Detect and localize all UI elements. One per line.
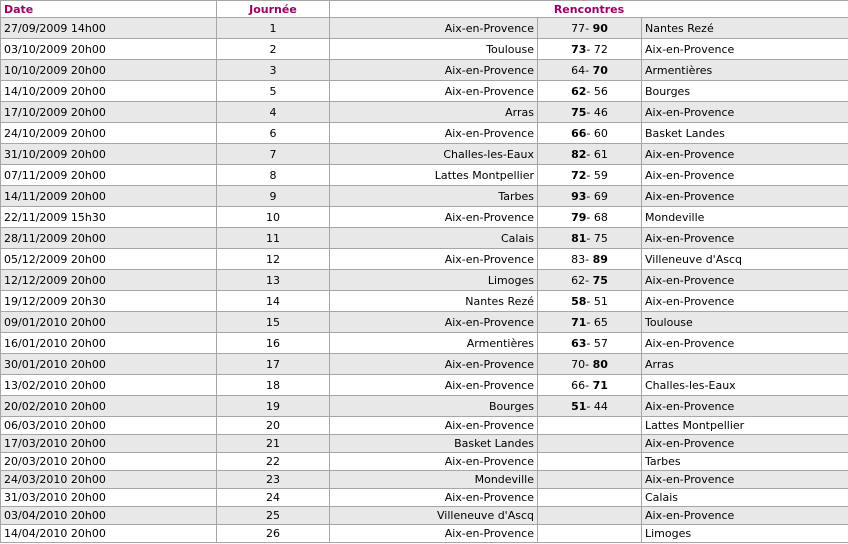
match-journee: 25 (217, 507, 330, 525)
match-journee: 8 (217, 165, 330, 186)
home-score: 62 (571, 84, 587, 98)
match-score: 81- 75 (538, 228, 642, 249)
away-team: Mondeville (642, 207, 848, 228)
away-score: 44 (593, 399, 608, 413)
away-score: 56 (593, 84, 608, 98)
match-score (538, 507, 642, 525)
match-journee: 17 (217, 354, 330, 375)
match-date: 24/03/2010 20h00 (1, 471, 217, 489)
home-score: 66 (571, 126, 587, 140)
away-score: 57 (593, 336, 608, 350)
match-date: 05/12/2009 20h00 (1, 249, 217, 270)
away-score: 71 (592, 378, 608, 392)
away-team: Nantes Rezé (642, 18, 848, 39)
match-journee: 15 (217, 312, 330, 333)
table-row (1, 507, 848, 525)
match-date: 13/02/2010 20h00 (1, 375, 217, 396)
table-row (1, 396, 848, 417)
match-journee: 22 (217, 453, 330, 471)
match-journee: 24 (217, 489, 330, 507)
home-score: 77 (571, 21, 586, 35)
match-date: 06/03/2010 20h00 (1, 417, 217, 435)
away-team: Challes-les-Eaux (642, 375, 848, 396)
home-score: 82 (571, 147, 587, 161)
away-team: Aix-en-Provence (642, 471, 848, 489)
match-score (538, 417, 642, 435)
match-date: 07/11/2009 20h00 (1, 165, 217, 186)
table-row (1, 312, 848, 333)
home-score: 81 (571, 231, 587, 245)
match-date: 30/01/2010 20h00 (1, 354, 217, 375)
home-team: Aix-en-Provence (330, 60, 538, 81)
home-score: 70 (571, 357, 586, 371)
home-score: 79 (571, 210, 587, 224)
away-score: 60 (593, 126, 608, 140)
away-score: 75 (593, 231, 608, 245)
table-row (1, 333, 848, 354)
match-score: 71- 65 (538, 312, 642, 333)
home-team: Aix-en-Provence (330, 354, 538, 375)
home-team: Mondeville (330, 471, 538, 489)
match-score (538, 435, 642, 453)
home-score: 73 (571, 42, 587, 56)
match-date: 09/01/2010 20h00 (1, 312, 217, 333)
away-team: Arras (642, 354, 848, 375)
away-score: 89 (592, 252, 608, 266)
home-score: 58 (571, 294, 587, 308)
match-journee: 9 (217, 186, 330, 207)
away-score: 72 (593, 42, 608, 56)
home-team: Aix-en-Provence (330, 375, 538, 396)
away-team: Toulouse (642, 312, 848, 333)
match-date: 12/12/2009 20h00 (1, 270, 217, 291)
table-row (1, 123, 848, 144)
match-score: 63- 57 (538, 333, 642, 354)
away-team: Armentières (642, 60, 848, 81)
match-score: 58- 51 (538, 291, 642, 312)
home-team: Aix-en-Provence (330, 489, 538, 507)
match-score: 51- 44 (538, 396, 642, 417)
away-score: 69 (593, 189, 608, 203)
home-score: 51 (571, 399, 587, 413)
match-score: 62- 75 (538, 270, 642, 291)
away-score: 75 (592, 273, 608, 287)
away-score: 70 (592, 63, 608, 77)
away-team: Aix-en-Provence (642, 291, 848, 312)
away-team: Bourges (642, 81, 848, 102)
match-journee: 26 (217, 525, 330, 543)
match-score: 72- 59 (538, 165, 642, 186)
table-row (1, 375, 848, 396)
match-score: 66- 60 (538, 123, 642, 144)
table-row (1, 435, 848, 453)
away-team: Aix-en-Provence (642, 270, 848, 291)
away-team: Limoges (642, 525, 848, 543)
match-score: 93- 69 (538, 186, 642, 207)
header-date: Date (1, 1, 217, 18)
match-journee: 2 (217, 39, 330, 60)
match-score: 77- 90 (538, 18, 642, 39)
away-team: Aix-en-Provence (642, 102, 848, 123)
home-score: 75 (571, 105, 587, 119)
match-score (538, 453, 642, 471)
match-journee: 14 (217, 291, 330, 312)
home-team: Aix-en-Provence (330, 312, 538, 333)
match-journee: 18 (217, 375, 330, 396)
home-team: Basket Landes (330, 435, 538, 453)
header-rencontres: Rencontres (330, 1, 848, 18)
table-row (1, 228, 848, 249)
home-team: Tarbes (330, 186, 538, 207)
table-row (1, 354, 848, 375)
home-team: Aix-en-Provence (330, 123, 538, 144)
away-team: Basket Landes (642, 123, 848, 144)
home-team: Bourges (330, 396, 538, 417)
away-team: Villeneuve d'Ascq (642, 249, 848, 270)
away-score: 80 (592, 357, 608, 371)
table-row (1, 186, 848, 207)
table-row (1, 60, 848, 81)
home-team: Arras (330, 102, 538, 123)
match-journee: 3 (217, 60, 330, 81)
home-score: 66 (571, 378, 586, 392)
away-team: Aix-en-Provence (642, 396, 848, 417)
match-date: 31/03/2010 20h00 (1, 489, 217, 507)
home-team: Challes-les-Eaux (330, 144, 538, 165)
home-team: Lattes Montpellier (330, 165, 538, 186)
match-score (538, 489, 642, 507)
match-score (538, 525, 642, 543)
home-team: Aix-en-Provence (330, 207, 538, 228)
match-date: 14/04/2010 20h00 (1, 525, 217, 543)
away-score: 46 (593, 105, 608, 119)
match-score: 79- 68 (538, 207, 642, 228)
match-date: 17/03/2010 20h00 (1, 435, 217, 453)
home-score: 71 (571, 315, 587, 329)
home-score: 93 (571, 189, 587, 203)
away-team: Aix-en-Provence (642, 144, 848, 165)
table-row (1, 471, 848, 489)
home-team: Calais (330, 228, 538, 249)
table-row (1, 39, 848, 60)
home-team: Limoges (330, 270, 538, 291)
table-row (1, 102, 848, 123)
match-date: 31/10/2009 20h00 (1, 144, 217, 165)
table-row (1, 207, 848, 228)
home-team: Aix-en-Provence (330, 525, 538, 543)
table-row (1, 525, 848, 543)
match-date: 10/10/2009 20h00 (1, 60, 217, 81)
home-team: Aix-en-Provence (330, 249, 538, 270)
home-team: Aix-en-Provence (330, 453, 538, 471)
results-body (1, 18, 848, 543)
match-journee: 21 (217, 435, 330, 453)
match-journee: 12 (217, 249, 330, 270)
home-team: Aix-en-Provence (330, 81, 538, 102)
away-score: 51 (593, 294, 608, 308)
match-date: 03/04/2010 20h00 (1, 507, 217, 525)
away-score: 90 (592, 21, 608, 35)
away-team: Aix-en-Provence (642, 186, 848, 207)
match-score: 64- 70 (538, 60, 642, 81)
match-score: 62- 56 (538, 81, 642, 102)
match-journee: 4 (217, 102, 330, 123)
home-score: 63 (571, 336, 587, 350)
match-date: 17/10/2009 20h00 (1, 102, 217, 123)
match-journee: 7 (217, 144, 330, 165)
table-row (1, 291, 848, 312)
match-date: 27/09/2009 14h00 (1, 18, 217, 39)
match-journee: 19 (217, 396, 330, 417)
table-row (1, 144, 848, 165)
home-team: Nantes Rezé (330, 291, 538, 312)
match-journee: 13 (217, 270, 330, 291)
match-date: 22/11/2009 15h30 (1, 207, 217, 228)
match-score: 75- 46 (538, 102, 642, 123)
table-row (1, 249, 848, 270)
match-date: 19/12/2009 20h30 (1, 291, 217, 312)
away-team: Lattes Montpellier (642, 417, 848, 435)
match-score: 70- 80 (538, 354, 642, 375)
home-score: 83 (571, 252, 586, 266)
away-score: 65 (593, 315, 608, 329)
match-date: 16/01/2010 20h00 (1, 333, 217, 354)
away-team: Aix-en-Provence (642, 228, 848, 249)
away-team: Aix-en-Provence (642, 39, 848, 60)
match-date: 20/03/2010 20h00 (1, 453, 217, 471)
away-score: 68 (593, 210, 608, 224)
match-date: 20/02/2010 20h00 (1, 396, 217, 417)
away-score: 59 (593, 168, 608, 182)
away-team: Calais (642, 489, 848, 507)
match-journee: 10 (217, 207, 330, 228)
match-journee: 6 (217, 123, 330, 144)
home-score: 64 (571, 63, 586, 77)
header-journee: Journée (217, 1, 330, 18)
match-journee: 20 (217, 417, 330, 435)
match-date: 03/10/2009 20h00 (1, 39, 217, 60)
home-score: 72 (571, 168, 587, 182)
away-team: Aix-en-Provence (642, 435, 848, 453)
table-row (1, 489, 848, 507)
match-score (538, 471, 642, 489)
match-date: 28/11/2009 20h00 (1, 228, 217, 249)
home-team: Toulouse (330, 39, 538, 60)
home-score: 62 (571, 273, 586, 287)
home-team: Aix-en-Provence (330, 18, 538, 39)
match-journee: 23 (217, 471, 330, 489)
match-date: 14/10/2009 20h00 (1, 81, 217, 102)
table-row (1, 18, 848, 39)
home-team: Aix-en-Provence (330, 417, 538, 435)
match-date: 14/11/2009 20h00 (1, 186, 217, 207)
match-date: 24/10/2009 20h00 (1, 123, 217, 144)
home-team: Villeneuve d'Ascq (330, 507, 538, 525)
match-journee: 16 (217, 333, 330, 354)
match-score: 82- 61 (538, 144, 642, 165)
table-row (1, 165, 848, 186)
away-team: Aix-en-Provence (642, 333, 848, 354)
match-score: 66- 71 (538, 375, 642, 396)
away-team: Aix-en-Provence (642, 507, 848, 525)
table-row (1, 81, 848, 102)
table-row (1, 453, 848, 471)
table-row (1, 417, 848, 435)
match-journee: 11 (217, 228, 330, 249)
match-score: 73- 72 (538, 39, 642, 60)
away-team: Aix-en-Provence (642, 165, 848, 186)
away-team: Tarbes (642, 453, 848, 471)
away-score: 61 (593, 147, 608, 161)
match-score: 83- 89 (538, 249, 642, 270)
match-journee: 1 (217, 18, 330, 39)
table-row (1, 270, 848, 291)
match-journee: 5 (217, 81, 330, 102)
header-row (1, 1, 848, 18)
home-team: Armentières (330, 333, 538, 354)
